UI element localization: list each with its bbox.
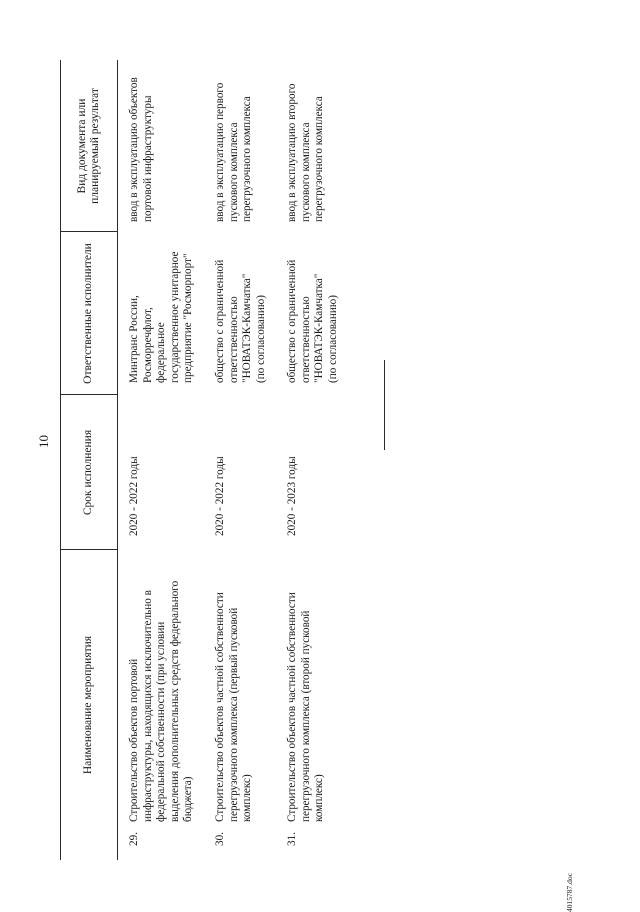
row-result: ввод в эксплуатацию объектов портовой инфраструктуры xyxy=(128,77,154,222)
document-page xyxy=(36,60,590,912)
row-name: Строительство объектов портовой инфраструктуры, находящихся исключительно в федеральной собственности (при условии выделения дополнительных средств федерального бюджета) xyxy=(128,580,195,822)
row-name: Строительство объектов частной собственности перегрузочного комплекса (первый пусковой комплекс) xyxy=(214,592,254,822)
header-term: Срок исполнения xyxy=(82,429,94,516)
page-number: 10 xyxy=(36,435,51,448)
row-executors: Минтранс России, Росморречфлот, федеральное государственное унитарное предприятие "Росморпорт" xyxy=(128,251,195,383)
header-executors: Ответственные исполнители xyxy=(82,243,94,384)
row-number: 31. xyxy=(286,832,298,846)
row-executors: общество с ограниченной ответственностью "НОВАТЭК-Камчатка" (по согласованию) xyxy=(214,259,267,383)
row-result: ввод в эксплуатацию первого пускового комплекса перегрузочного комплекса xyxy=(214,82,254,222)
header-result: Вид документа или планируемый результат xyxy=(75,88,101,204)
end-of-table-line xyxy=(384,360,385,450)
row-number: 29. xyxy=(128,832,140,846)
row-term: 2020 - 2022 годы xyxy=(128,456,140,536)
row-executors: общество с ограниченной ответственностью "НОВАТЭК-Камчатка" (по согласованию) xyxy=(286,259,339,383)
header-name: Наименование мероприятия xyxy=(82,635,94,775)
row-result: ввод в эксплуатацию второго пускового комплекса перегрузочного комплекса xyxy=(286,83,326,222)
row-term: 2020 - 2022 годы xyxy=(214,456,226,536)
file-reference: 4015787.doc xyxy=(565,873,574,912)
row-term: 2020 - 2023 годы xyxy=(286,456,298,536)
table-header-border xyxy=(117,60,118,860)
row-name: Строительство объектов частной собственности перегрузочного комплекса (второй пусковой комплекс) xyxy=(286,592,326,822)
row-number: 30. xyxy=(214,832,226,846)
